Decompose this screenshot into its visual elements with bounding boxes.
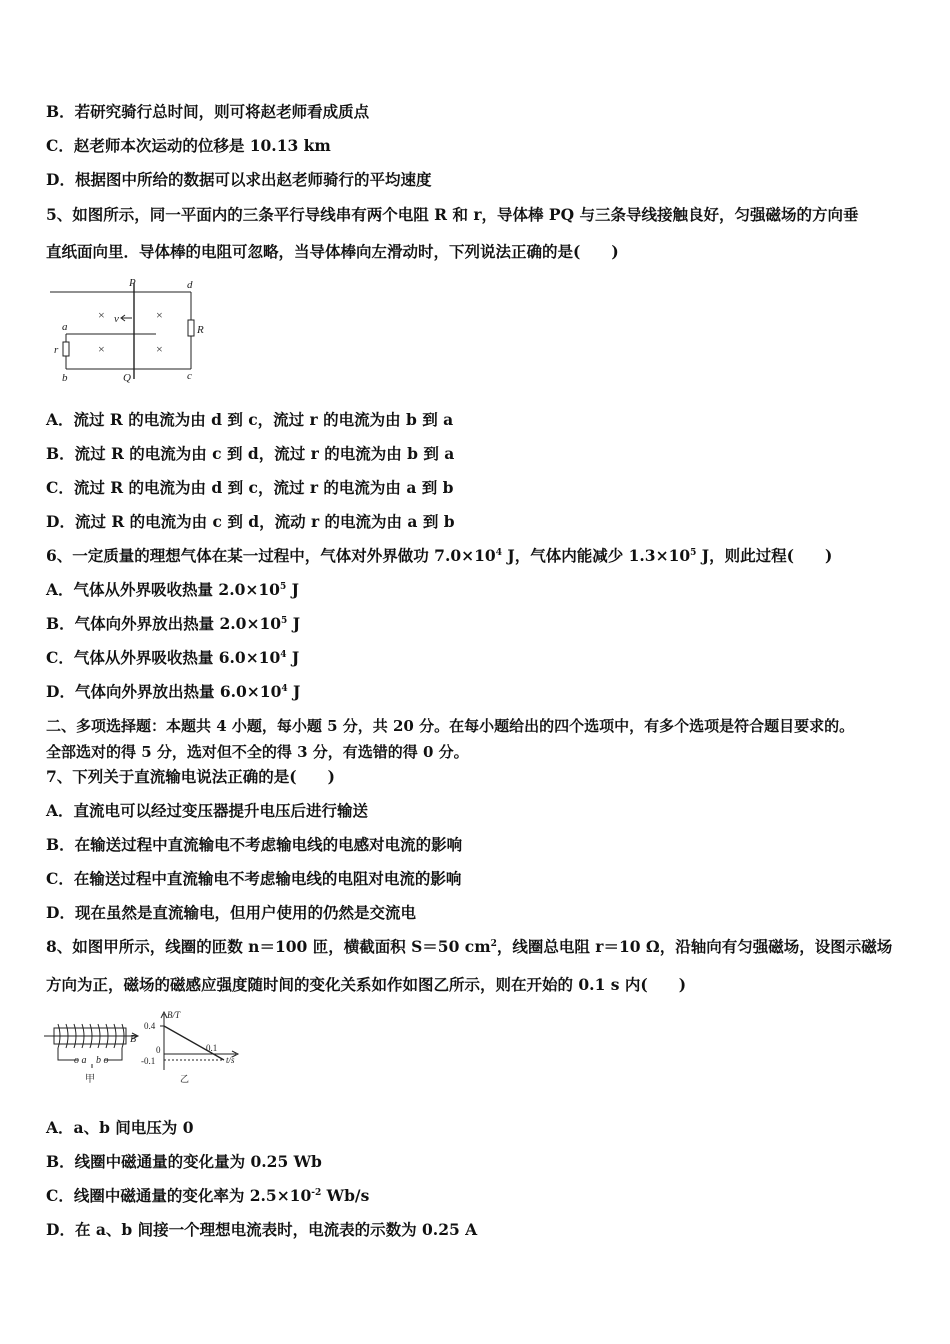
q8-stem-line2: 方向为正，磁场的磁感应强度随时间的变化关系如作如图乙所示，则在开始的 0.1 s 内( ) (46, 975, 687, 994)
q6-stem-text: J，则此过程( ) (696, 546, 833, 565)
q6-option-unit: J (287, 682, 301, 701)
q8-bt-graph (140, 1008, 250, 1088)
q5-circuit-figure (46, 275, 216, 385)
q7-option-a: A．直流电可以经过变压器提升电压后进行输送 (46, 801, 369, 820)
q5-label-a: a (62, 321, 68, 333)
q8-label-b-field: B (130, 1034, 137, 1045)
section2-heading-line2: 全部选对的得 5 分，选对但不全的得 3 分，有选错的得 0 分。 (46, 743, 469, 761)
q6-stem (46, 546, 832, 566)
q6-option-text: D．气体向外界放出热量 6.0×10 (46, 682, 282, 701)
q6-option-exponent: 4 (280, 649, 287, 660)
q6-stem-text: J，气体内能减少 1.3×10 (501, 546, 691, 565)
q8-tick-y-bottom: -0.1 (141, 1056, 156, 1066)
q5-label-r-big: R (197, 324, 204, 336)
q6-option-text: B．气体向外界放出热量 2.0×10 (46, 614, 282, 633)
q5-field-cross: × (98, 308, 105, 322)
q4-option-b: B．若研究骑行总时间，则可将赵老师看成质点 (46, 102, 370, 121)
q8-option-exponent: -2 (311, 1187, 322, 1198)
q6-option-exponent: 5 (281, 615, 288, 626)
q5-label-p: P (129, 277, 136, 289)
q8-tick-origin: 0 (156, 1045, 161, 1055)
q5-field-cross: × (156, 308, 163, 322)
q6-option-unit: J (287, 614, 301, 633)
q7-stem: 7、下列关于直流输电说法正确的是( ) (46, 767, 335, 786)
q5-stem-line1: 5、如图所示，同一平面内的三条平行导线串有两个电阻 R 和 r，导体棒 PQ 与三条导线接触良好，匀强磁场的方向垂 (46, 205, 859, 224)
q6-option-c (46, 648, 299, 668)
q5-option-b: B．流过 R 的电流为由 c 到 d，流过 r 的电流为由 b 到 a (46, 444, 455, 463)
q6-stem-text: 6、一定质量的理想气体在某一过程中，气体对外界做功 7.0×10 (46, 546, 496, 565)
q8-axis-x-label: t/s (226, 1055, 235, 1065)
q5-label-b: b (62, 372, 68, 384)
q6-stem-exponent: 5 (690, 547, 697, 558)
q5-option-c: C．流过 R 的电流为由 d 到 c，流过 r 的电流为由 a 到 b (46, 478, 454, 497)
q6-option-exponent: 4 (281, 683, 288, 694)
q7-option-c: C．在输送过程中直流输电不考虑输电线的电阻对电流的影响 (46, 869, 462, 888)
q5-label-d: d (187, 279, 193, 291)
q8-tick-t1: 0.1 (206, 1043, 218, 1053)
q8-option-a: A．a、b 间电压为 0 (46, 1118, 194, 1137)
q8-option-d: D．在 a、b 间接一个理想电流表时，电流表的示数为 0.25 A (46, 1220, 478, 1239)
q5-label-c: c (187, 370, 192, 382)
q5-option-d: D．流过 R 的电流为由 c 到 d，流动 r 的电流为由 a 到 b (46, 512, 455, 531)
q8-option-c (46, 1186, 369, 1206)
q6-option-a (46, 580, 299, 600)
q5-field-cross: × (98, 342, 105, 356)
q5-label-q: Q (123, 372, 131, 384)
q6-option-unit: J (286, 648, 300, 667)
q7-option-d: D．现在虽然是直流输电，但用户使用的仍然是交流电 (46, 903, 416, 922)
q6-option-text: C．气体从外界吸收热量 6.0×10 (46, 648, 281, 667)
q6-stem-exponent: 4 (495, 547, 502, 558)
q8-stem-line1 (46, 937, 892, 957)
q8-option-unit: Wb/s (321, 1186, 370, 1205)
section2-heading-line1: 二、多项选择题：本题共 4 小题，每小题 5 分，共 20 分。在每小题给出的四个选项中，有多个选项是符合题目要求的。 (46, 717, 855, 735)
q8-stem-exponent: 2 (490, 938, 497, 949)
q5-label-v: v (114, 313, 119, 325)
q6-option-d (46, 682, 300, 702)
q6-option-exponent: 5 (279, 581, 287, 592)
q8-label-jia: 甲 (85, 1074, 95, 1085)
q5-field-cross: × (156, 342, 163, 356)
q5-option-a: A．流过 R 的电流为由 d 到 c，流过 r 的电流为由 b 到 a (46, 410, 454, 429)
q8-axis-y-label: B/T (167, 1010, 181, 1020)
q5-label-r-small: r (54, 344, 59, 356)
q5-stem-line2: 直纸面向里．导体棒的电阻可忽略，当导体棒向左滑动时，下列说法正确的是( ) (46, 242, 619, 261)
q8-tick-y-top: 0.4 (144, 1021, 156, 1031)
q8-label-terminal-b: b o (96, 1055, 109, 1066)
q8-coil-figure (44, 1012, 146, 1088)
q7-option-b: B．在输送过程中直流输电不考虑输电线的电感对电流的影响 (46, 835, 463, 854)
q8-label-terminal-a: o a (74, 1055, 87, 1066)
q8-option-text: C．线圈中磁通量的变化率为 2.5×10 (46, 1186, 312, 1205)
q8-label-yi: 乙 (180, 1074, 190, 1084)
q6-option-b (46, 614, 300, 634)
q8-stem-text: 8、如图甲所示，线圈的匝数 n＝100 匝，横截面积 S＝50 cm (46, 937, 491, 956)
q6-option-unit: J (286, 580, 299, 599)
q8-option-b: B．线圈中磁通量的变化量为 0.25 Wb (46, 1152, 322, 1171)
q6-option-text: A．气体从外界吸收热量 2.0×10 (46, 580, 280, 599)
q8-stem-text: ，线圈总电阻 r＝10 Ω，沿轴向有匀强磁场，设图示磁场 (496, 937, 893, 956)
q4-option-c: C．赵老师本次运动的位移是 10.13 km (46, 136, 331, 155)
q4-option-d: D．根据图中所给的数据可以求出赵老师骑行的平均速度 (46, 170, 432, 189)
